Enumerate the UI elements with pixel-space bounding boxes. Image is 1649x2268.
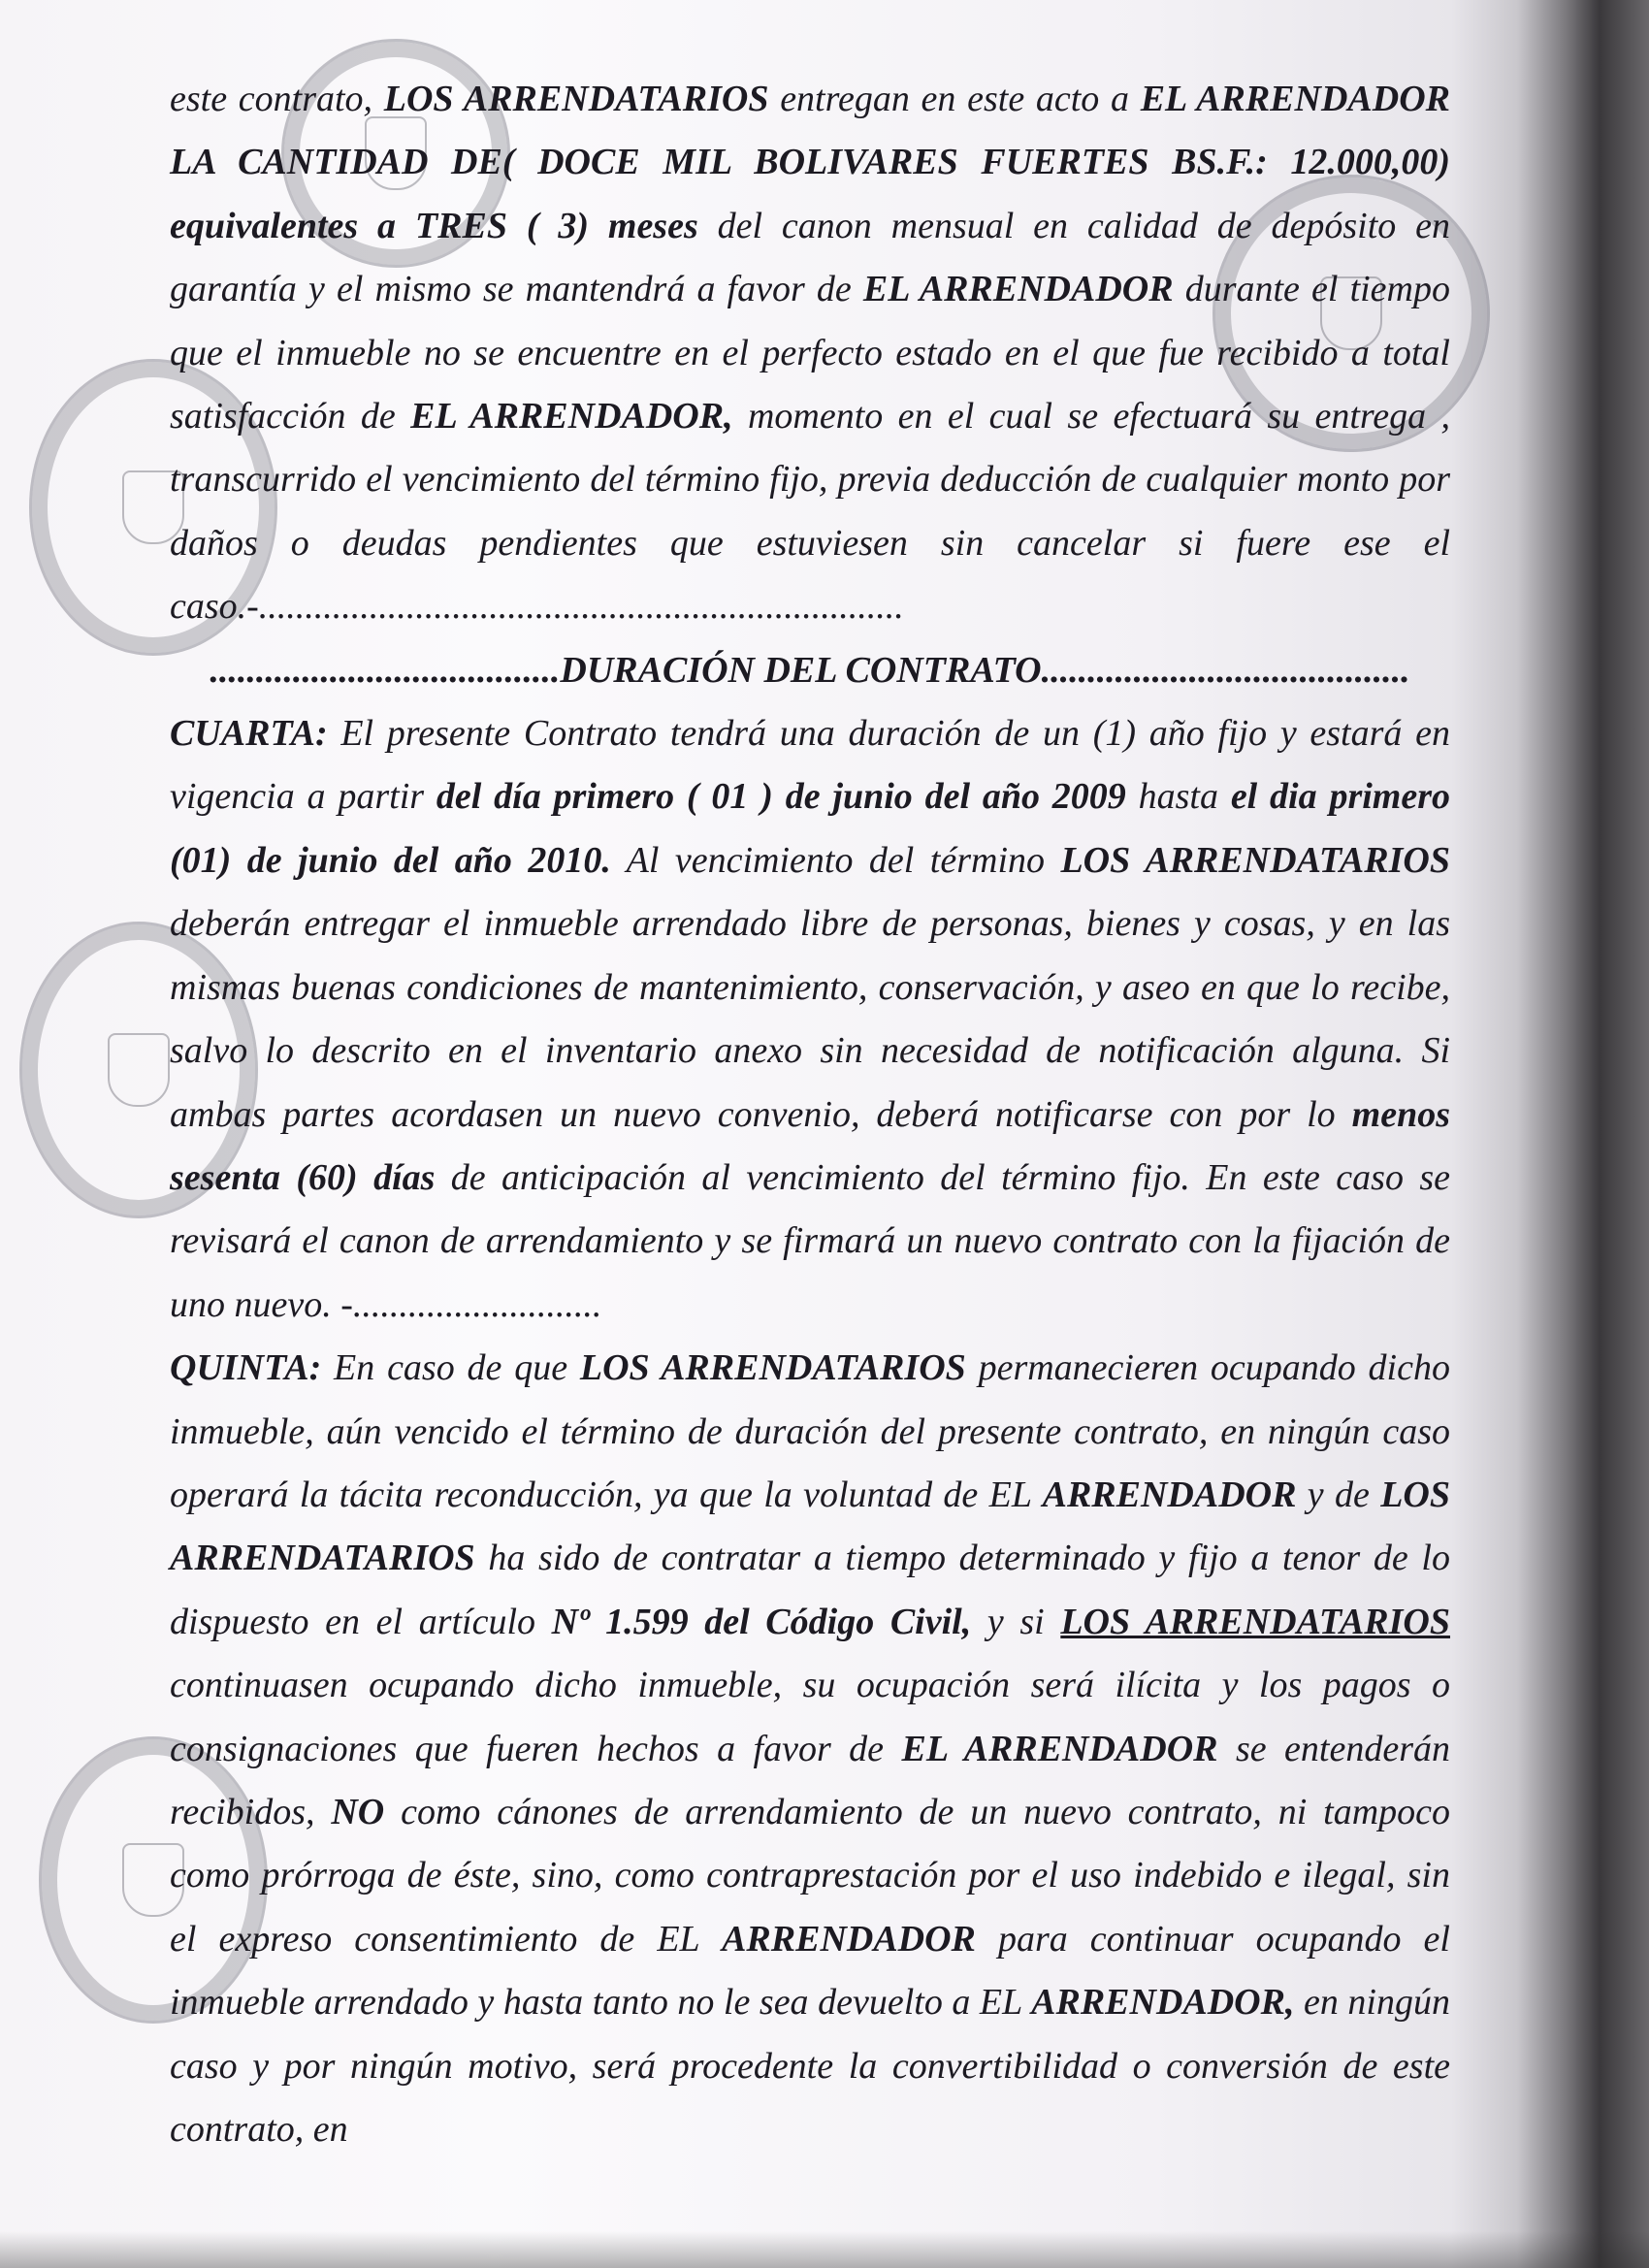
contract-page-text bbox=[170, 68, 1450, 2161]
intro-paragraph bbox=[170, 68, 1450, 639]
bold-run: el dia primero (01) de junio del año 2010. bbox=[170, 776, 1451, 881]
text-run: del canon mensual en calidad de depósito en garantía y el mismo se mantendrá a favor de bbox=[170, 205, 1451, 310]
text-run: El presente Contrato tendrá una duración de un (1) año fijo y estará en vigencia a partir bbox=[170, 713, 1450, 818]
text-run: y de bbox=[1296, 1474, 1381, 1515]
bold-run: LOS ARRENDATARIOS bbox=[383, 79, 769, 119]
text-run: continuasen ocupando dicho inmueble, su ocupación será ilícita y los pagos o consignaciones que fueren hechos a favor de bbox=[170, 1665, 1450, 1769]
text-run: como cánones de arrendamiento de un nuevo contrato, ni tampoco como prórroga de éste, sino, como contraprestación por el uso indebido e ilegal, sin el expreso consentimiento de EL bbox=[170, 1791, 1451, 1960]
bold-run: Nº 1.599 del Código Civil, bbox=[551, 1601, 972, 1642]
text-run: se entenderán recibidos, bbox=[170, 1728, 1450, 1832]
bold-run: NO bbox=[331, 1791, 385, 1832]
bold-run: LOS ARRENDATARIOS bbox=[579, 1347, 966, 1389]
text-run: para continuar ocupando el inmueble arrendado y hasta tanto no le sea devuelto a EL bbox=[170, 1918, 1450, 2024]
bold-run: del día primero ( 01 ) de junio del año 2009 bbox=[436, 776, 1126, 818]
text-run: deberán entregar el inmueble arrendado libre de personas, bienes y cosas, y en las mismas buenas condiciones de mantenimiento, conservación, y aseo en que lo recibe, salvo lo descrito en el inventario anexo sin necesidad de notificación alguna. Si ambas partes acordasen un nuevo convenio, deberá notificarse con por lo bbox=[170, 903, 1450, 1135]
heading-title: DURACIÓN DEL CONTRATO bbox=[560, 649, 1042, 691]
bold-run: EL ARRENDADOR LA CANTIDAD DE( DOCE MIL BOLIVARES FUERTES BS.F.: 12.000,00) equivalentes a TRES ( 3) meses bbox=[170, 79, 1450, 246]
text-run: en ningún caso y por ningún motivo, será procedente la convertibilidad o conversión de este contrato, en bbox=[170, 1982, 1450, 2150]
clause-label: QUINTA: bbox=[170, 1347, 322, 1389]
bold-run: LOS ARRENDATARIOS bbox=[1060, 839, 1450, 881]
text-run: Al vencimiento del término bbox=[610, 839, 1061, 881]
bold-run: LOS ARRENDATARIOS bbox=[1060, 1601, 1451, 1642]
text-run: este contrato, bbox=[170, 79, 384, 119]
clause-quinta bbox=[170, 1337, 1450, 2161]
clause-cuarta bbox=[170, 702, 1450, 1337]
clause-label: CUARTA: bbox=[170, 713, 328, 755]
bold-run: EL ARRENDADOR bbox=[862, 269, 1174, 310]
text-run: entregan en este acto a bbox=[768, 79, 1141, 119]
text-run: hasta bbox=[1125, 776, 1231, 818]
bold-run: ARRENDADOR bbox=[722, 1918, 976, 1960]
text-run: momento en el cual se efectuará su entrega , transcurrido el vencimiento del término fijo, previa deducción de cualquier monto por daños o deudas pendientes que estuviesen sin cancelar si fuere ese el caso.-...................................................................... bbox=[170, 396, 1450, 628]
bold-run: menos sesenta (60) días bbox=[170, 1093, 1450, 1198]
text-run: En caso de que bbox=[321, 1347, 580, 1389]
text-run: y si bbox=[971, 1601, 1061, 1642]
scan-bottom-shadow bbox=[0, 2231, 1649, 2268]
text-run: de anticipación al vencimiento del término fijo. En este caso se revisará el canon de arrendamiento y se firmará un nuevo contrato con la fijación de uno nuevo. -........................... bbox=[170, 1156, 1451, 1325]
text-run: durante el tiempo que el inmueble no se encuentre en el perfecto estado en el que fue recibido a total satisfacción de bbox=[170, 269, 1450, 437]
heading-lead-dots: ...................................... bbox=[210, 649, 561, 691]
bold-run: EL ARRENDADOR bbox=[901, 1728, 1218, 1769]
text-run: permanecieren ocupando dicho inmueble, aún vencido el término de duración del presente contrato, en ningún caso operará la tácita reconducción, ya que la voluntad de EL bbox=[170, 1347, 1450, 1515]
bold-run: LOS ARRENDATARIOS bbox=[170, 1474, 1450, 1579]
heading-trail-dots: ........................................ bbox=[1041, 649, 1410, 691]
bold-run: ARRENDADOR, bbox=[1031, 1982, 1295, 2024]
section-heading bbox=[170, 639, 1450, 702]
bold-run: ARRENDADOR bbox=[1042, 1474, 1297, 1515]
text-run: ha sido de contratar a tiempo determinado y fijo a tenor de lo dispuesto en el artículo bbox=[170, 1538, 1450, 1642]
bold-run: EL ARRENDADOR, bbox=[410, 396, 733, 437]
